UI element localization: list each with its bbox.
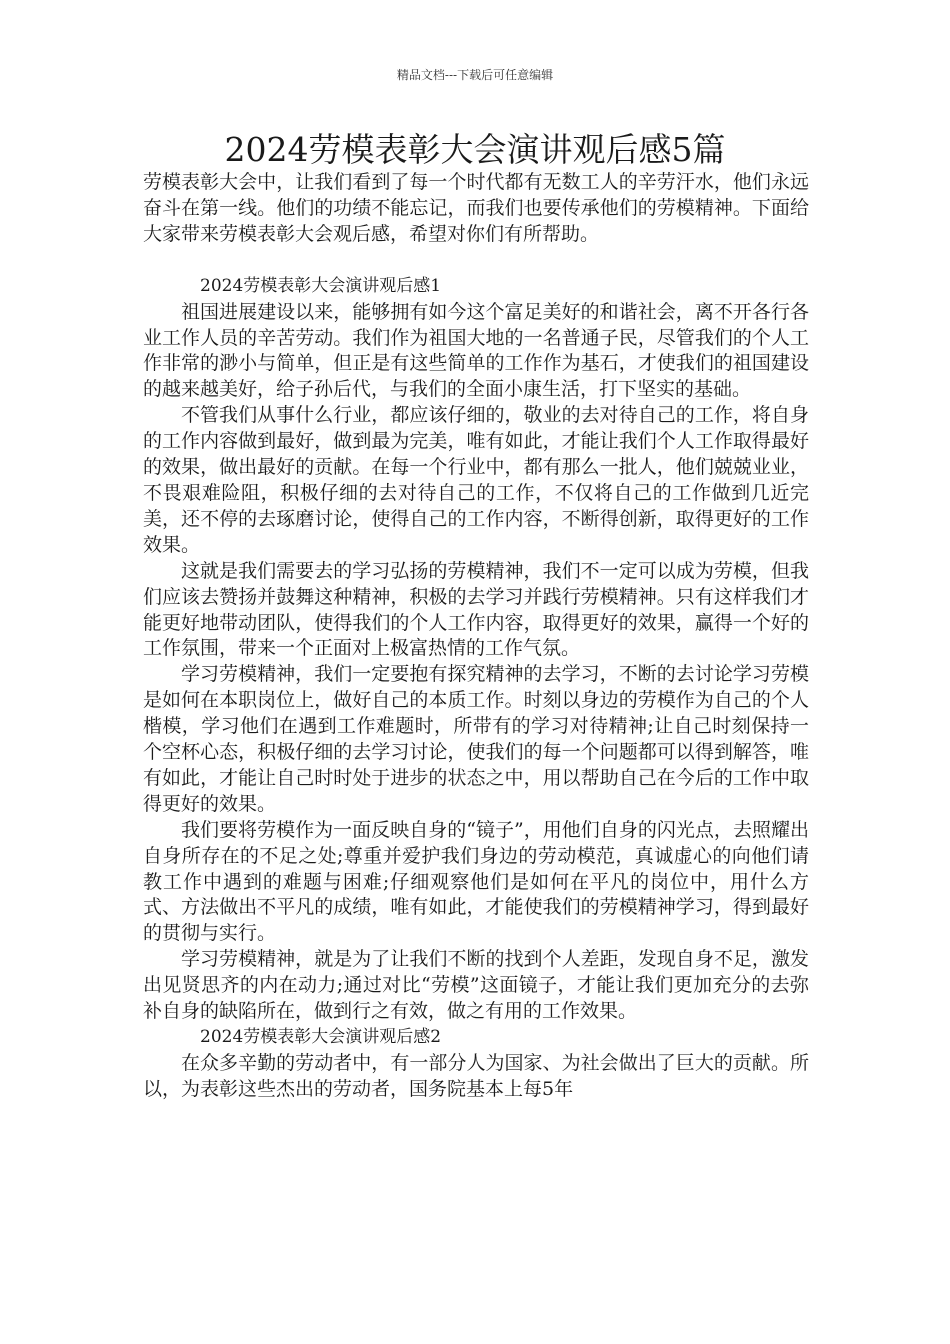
paragraph: 我们要将劳模作为一面反映自身的“镜子”，用他们自身的闪光点，去照耀出自身所存在的不足之处;尊重并爱护我们身边的劳动模范，真诚虚心的向他们请教工作中遇到的难题与困难;仔细观察他们是如何在平凡的岗位中，用什么方式、方法做出不平凡的成绩，唯有如此，才能使我们的劳模精神学习，得到最好的贯彻与实行。 [143,818,809,945]
document-title: 2024劳模表彰大会演讲观后感5篇 [224,130,726,169]
paragraph: 在众多辛勤的劳动者中，有一部分人为国家、为社会做出了巨大的贡献。所以，为表彰这些杰出的劳动者，国务院基本上每5年 [143,1051,809,1100]
paragraph: 这就是我们需要去的学习弘扬的劳模精神，我们不一定可以成为劳模，但我们应该去赞扬并鼓舞这种精神，积极的去学习并践行劳模精神。只有这样我们才能更好地带动团队，使得我们的个人工作内容，取得更好的效果，赢得一个好的工作氛围，带来一个正面对上极富热情的工作气氛。 [143,559,809,660]
document-body [143,170,809,1103]
page-header-note: 精品文档---下载后可任意编辑 [396,68,554,82]
paragraph: 学习劳模精神，我们一定要抱有探究精神的去学习，不断的去讨论学习劳模是如何在本职岗位上，做好自己的本质工作。时刻以身边的劳模作为自己的个人楷模，学习他们在遇到工作难题时，所带有的学习对待精神;让自己时刻保持一个空杯心态，积极仔细的去学习讨论，使我们的每一个问题都可以得到解答，唯有如此，才能让自己时时处于进步的状态之中，用以帮助自己在今后的工作中取得更好的效果。 [143,663,809,815]
section-heading-2: 2024劳模表彰大会演讲观后感2 [200,1027,442,1047]
intro-paragraph: 劳模表彰大会中，让我们看到了每一个时代都有无数工人的辛劳汗水，他们永远奋斗在第一线。他们的功绩不能忘记，而我们也要传承他们的劳模精神。下面给大家带来劳模表彰大会观后感，希望对你们有所帮助。 [143,171,809,245]
paragraph: 不管我们从事什么行业，都应该仔细的，敬业的去对待自己的工作，将自身的工作内容做到最好，做到最为完美，唯有如此，才能让我们个人工作取得最好的效果，做出最好的贡献。在每一个行业中，都有那么一批人，他们兢兢业业，不畏艰难险阻，积极仔细的去对待自己的工作，不仅将自己的工作做到几近完美，还不停的去琢磨讨论，使得自己的工作内容，不断得创新，取得更好的工作效果。 [143,404,809,556]
paragraph: 祖国进展建设以来，能够拥有如今这个富足美好的和谐社会，离不开各行各业工作人员的辛苦劳动。我们作为祖国大地的一名普通子民，尽管我们的个人工作非常的渺小与简单，但正是有这些简单的工作作为基石，才使我们的祖国建设的越来越美好，给子孙后代，与我们的全面小康生活，打下坚实的基础。 [143,300,809,401]
blank-line [143,248,809,274]
section-heading-1: 2024劳模表彰大会演讲观后感1 [200,275,442,296]
paragraph: 学习劳模精神，就是为了让我们不断的找到个人差距，发现自身不足，激发出见贤思齐的内在动力;通过对比“劳模”这面镜子，才能让我们更加充分的去弥补自身的缺陷所在，做到行之有效，做之有用的工作效果。 [143,948,809,1023]
